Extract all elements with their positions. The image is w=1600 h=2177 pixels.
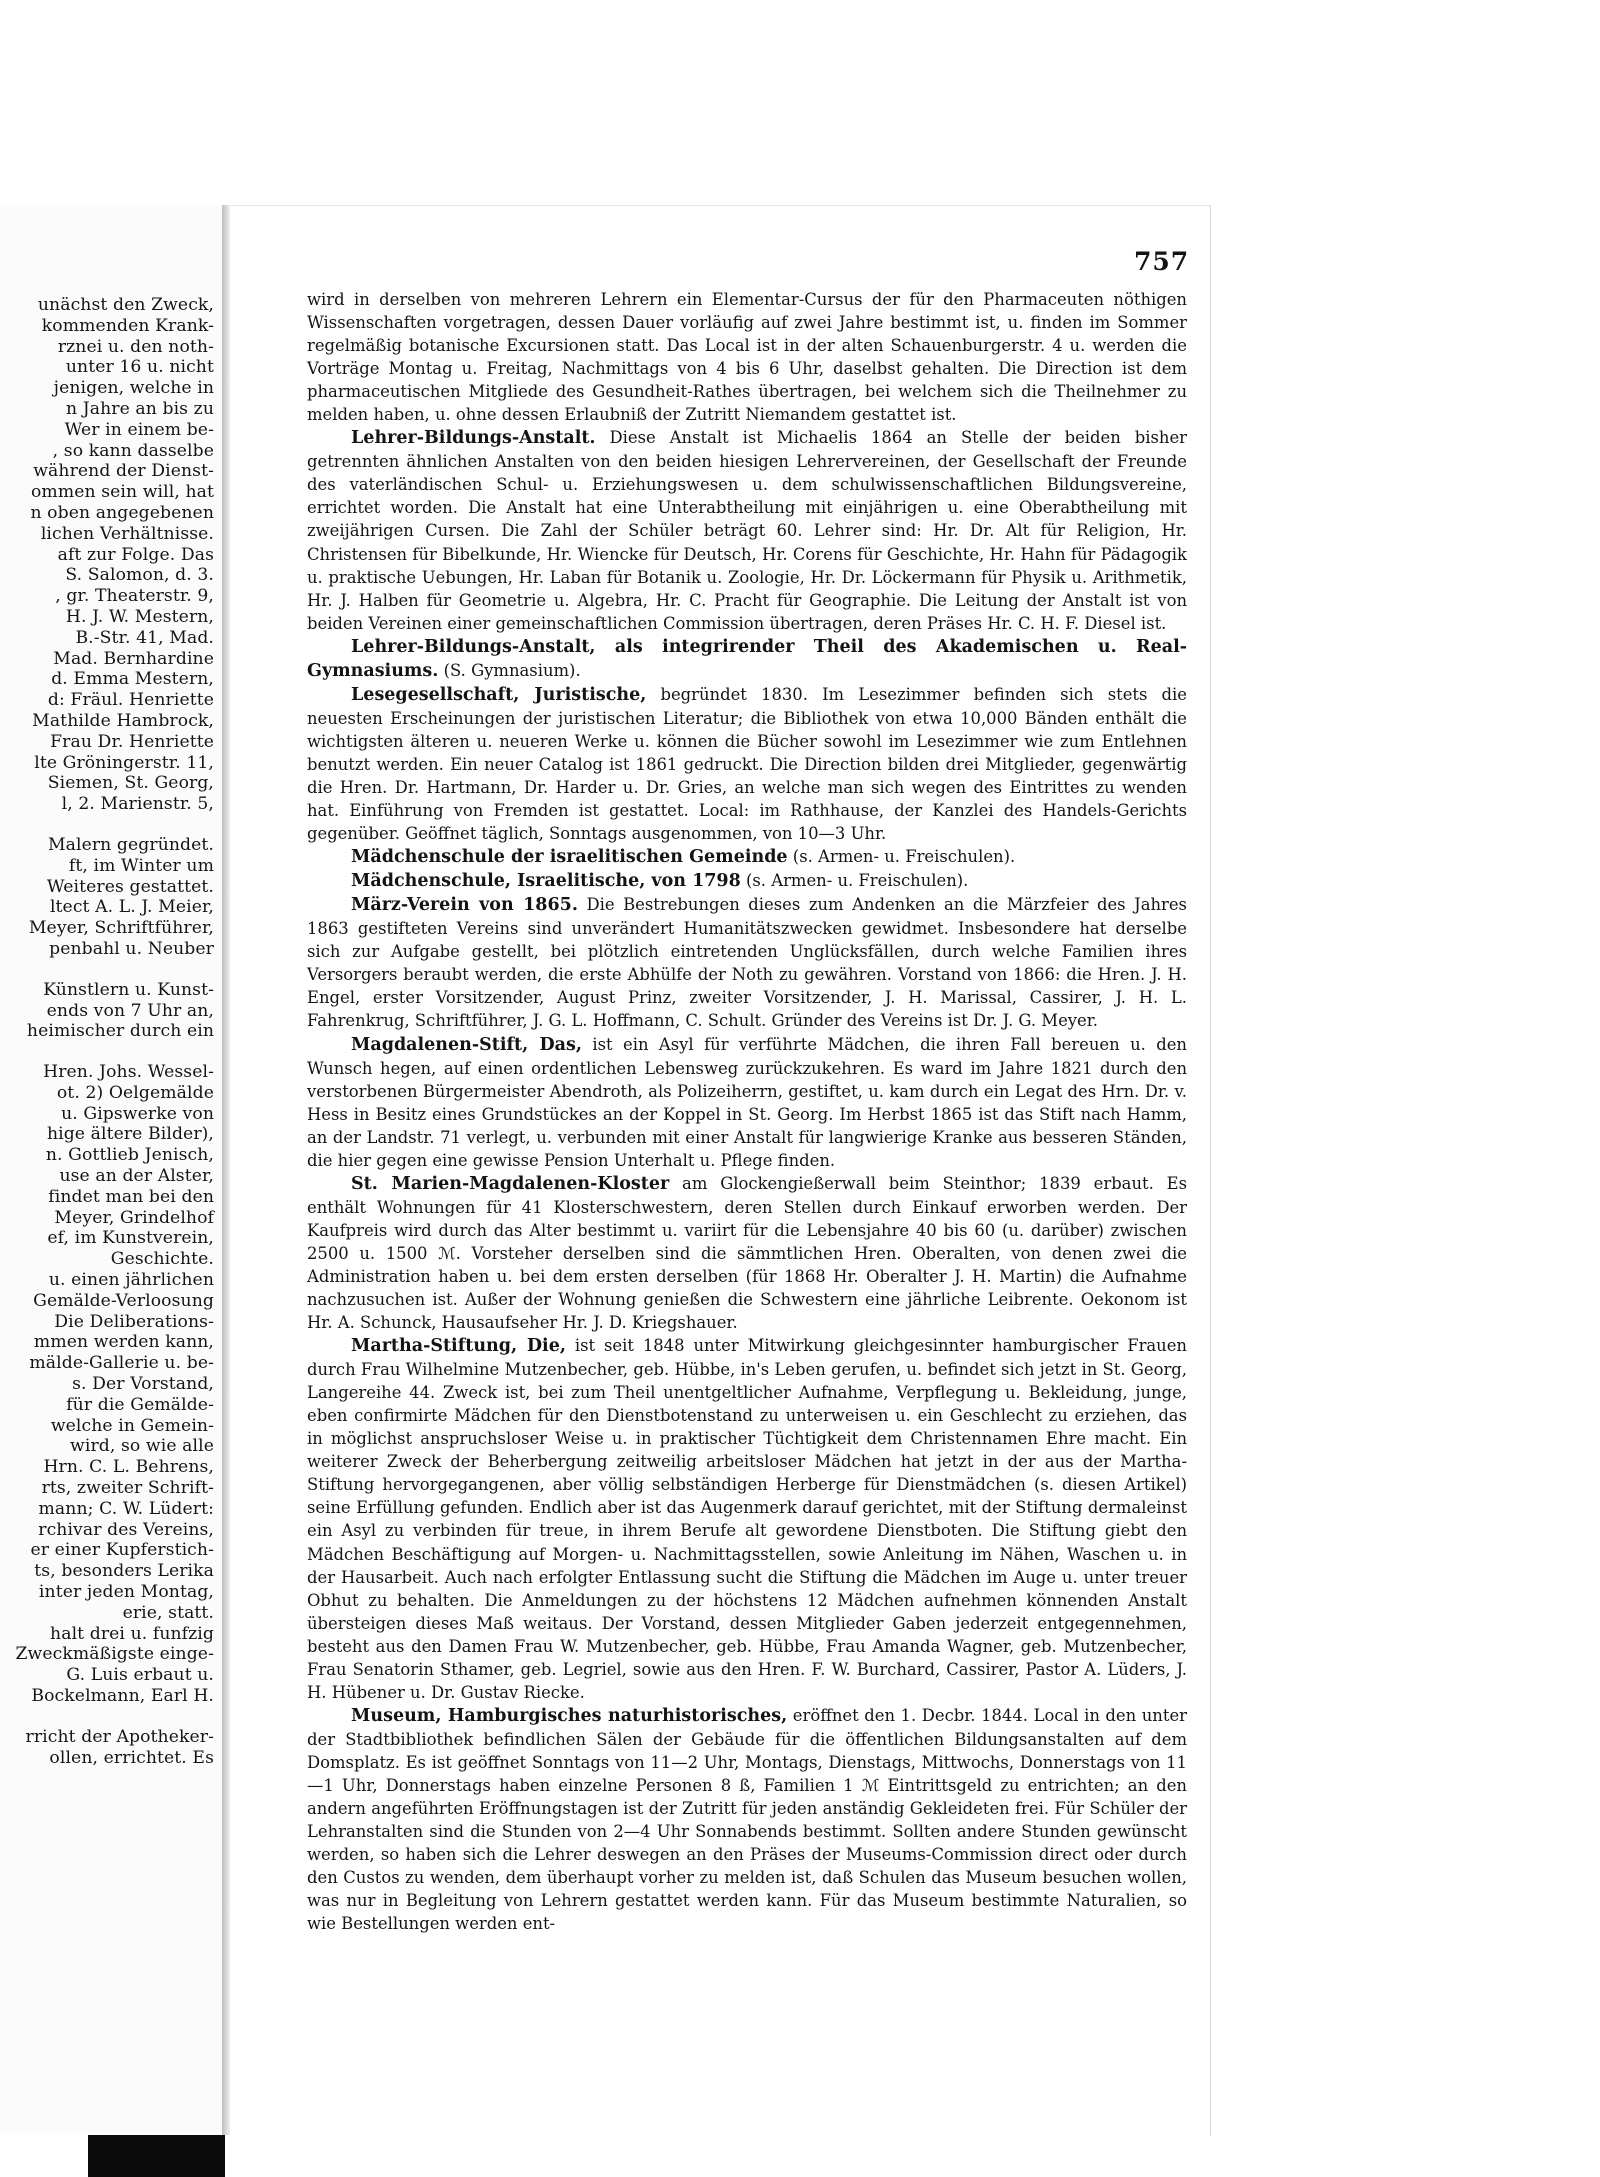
directory-entry	[307, 1334, 1187, 1704]
left-page-line: ot. 2) Oelgemälde	[56, 1082, 214, 1103]
entry-text: ist seit 1848 unter Mitwirkung gleichgesinnter hamburgischer Frauen durch Frau Wilhelmine Mutzenbecher, geb. Hübbe, in's Leben gerufen, u. befindet sich jetzt in St. Georg, Langereihe 44. Zweck ist, bei zum Theil unentgeltlicher Aufnahme, Verpflegung u. Bekleidung, junge, eben confirmirte Mädchen für den Dienstbotenstand zu unterweisen u. ein Geschlecht zu erziehen, das in möglichst anspruchsloser Weise u. in praktischer Tüchtigkeit dem Christennamen Ehre macht. Ein weiterer Zweck der Beherbergung zeitweilig arbeitsloser Mädchen hat jetzt in der aus der Martha-Stiftung hervorgegangenen, aber völlig selbständigen Herberge für Dienstmädchen (s. diesen Artikel) seine Erfüllung gefunden. Endlich aber ist das Augenmerk darauf gerichtet, mit der Stiftung dermaleinst ein Asyl zu verbinden für treue, in ihrem Berufe alt gewordene Dienstboten. Die Stiftung giebt den Mädchen Beschäftigung auf Morgen- u. Nachmittagsstellen, sowie Anleitung im Nähen, Waschen u. in der Hausarbeit. Auch nach erfolgter Entlassung sucht die Stiftung die Mädchen im Auge u. unter treuer Obhut zu behalten. Die Anmeldungen zu der höchstens 12 Mädchen aufnehmen könnenden Anstalt übersteigen dieses Maß weitaus. Der Vorstand, dessen Mitglieder Gaben jederzeit entgegennehmen, besteht aus den Damen Frau W. Mutzenbecher, geb. Hübbe, Frau Amanda Wagner, geb. Mutzenbecher, Frau Senatorin Sthamer, geb. Legriel, sowie aus den Hren. F. W. Burchard, Cassirer, Pastor A. Lüders, J. H. Hübener u. Dr. Gustav Riecke.	[307, 1336, 1187, 1702]
entry-text: wird in derselben von mehreren Lehrern ein Elementar-Cursus der für den Pharmaceuten nöthigen Wissenschaften vorgetragen, dessen Dauer vorläufig auf zwei Jahre bestimmt ist, u. finden im Sommer regelmäßig botanische Excursionen statt. Das Local ist in der alten Schauenburgerstr. 4 u. werden die Vorträge Montag u. Freitag, Nachmittags von 4 bis 6 Uhr, daselbst gehalten. Die Direction ist dem pharmaceutischen Mitgliede des Gesundheit-Rathes übertragen, bei welchem sich die Theilnehmer zu melden haben, u. ohne dessen Erlaubniß der Zutritt Niemandem gestattet ist.	[307, 290, 1187, 425]
entry-text: (s. Armen- u. Freischulen).	[792, 847, 1016, 867]
left-page-line: n Jahre an bis zu	[66, 398, 214, 419]
left-page-line: Frau Dr. Henriette	[50, 731, 214, 752]
left-line-gap	[0, 960, 214, 980]
entry-heading: Museum, Hamburgisches naturhistorisches,	[351, 1705, 788, 1726]
left-page-line: , gr. Theaterstr. 9,	[55, 586, 214, 607]
entry-heading: März-Verein von 1865.	[351, 895, 578, 916]
left-page-line: rznei u. den noth-	[57, 336, 214, 357]
entry-heading: Lehrer-Bildungs-Anstalt, als integrirender Theil des Akademischen u. Real-Gymnasiums.	[307, 636, 1187, 681]
left-page	[0, 205, 224, 2135]
left-page-line: ltect A. L. J. Meier,	[49, 897, 214, 918]
left-page-line: S. Salomon, d. 3.	[65, 565, 214, 586]
entry-heading: St. Marien-Magdalenen-Kloster	[351, 1173, 670, 1194]
left-page-line: use an der Alster,	[59, 1166, 214, 1187]
left-page-line: penbahl u. Neuber	[49, 938, 214, 959]
entry-heading: Magdalenen-Stift, Das,	[351, 1034, 582, 1055]
entry-text: (S. Gymnasium).	[443, 660, 581, 680]
left-page-line: kommenden Krank-	[41, 315, 214, 336]
left-page-line: s. Der Vorstand,	[72, 1374, 214, 1395]
entry-heading: Mädchenschule, Israelitische, von 1798	[351, 871, 741, 892]
directory-entry	[307, 1172, 1187, 1334]
left-page-line: Zweckmäßigste einge-	[15, 1644, 214, 1665]
left-page-line: inter jeden Montag,	[38, 1582, 214, 1603]
entry-text: (s. Armen- u. Freischulen).	[746, 871, 969, 891]
left-page-line: ommen sein will, hat	[30, 482, 214, 503]
left-page-line: Künstlern u. Kunst-	[43, 979, 214, 1000]
left-page-line: d. Emma Mestern,	[51, 669, 214, 690]
directory-entry	[307, 683, 1187, 845]
left-page-line: erie, statt.	[122, 1602, 214, 1623]
left-page-line: findet man bei den	[48, 1186, 214, 1207]
left-page-line: Mathilde Hambrock,	[32, 710, 214, 731]
left-page-line: Hrn. C. L. Behrens,	[43, 1457, 214, 1478]
entry-heading: Martha-Stiftung, Die,	[351, 1336, 566, 1357]
left-page-line: heimischer durch ein	[26, 1021, 214, 1042]
left-page-line: u. Gipswerke von	[61, 1103, 214, 1124]
entry-heading: Lehrer-Bildungs-Anstalt.	[351, 428, 596, 449]
entry-text: Diese Anstalt ist Michaelis 1864 an Stelle der beiden bisher getrennten ähnlichen Anstalten von den beiden hiesigen Lehrervereinen, der Gesellschaft der Freunde des vaterländischen Schul- u. Erziehungswesen u. dem schulwissenschaftlichen Bildungsvereine, errichtet worden. Die Anstalt hat eine Unterabtheilung mit einjährigen u. eine Oberabtheilung mit zweijährigen Cursen. Die Zahl der Schüler beträgt 60. Lehrer sind: Hr. Dr. Alt für Religion, Hr. Christensen für Bibelkunde, Hr. Wiencke für Deutsch, Hr. Corens für Geschichte, Hr. Hahn für Pädagogik u. praktische Uebungen, Hr. Laban für Botanik u. Zoologie, Hr. Dr. Löckermann für Physik u. Arithmetik, Hr. J. Halben für Geometrie u. Algebra, Hr. C. Pracht für Geographie. Die Leitung der Anstalt ist von beiden Vereinen einer gemeinschaftlichen Commission übertragen, deren Präses Hr. C. H. F. Diesel ist.	[307, 428, 1187, 633]
left-page-line: Die Deliberations-	[54, 1311, 214, 1332]
left-page-line: H. J. W. Mestern,	[65, 606, 214, 627]
left-page-line: aft zur Folge. Das	[57, 544, 214, 565]
left-page-line: welche in Gemein-	[50, 1415, 214, 1436]
directory-entry	[307, 869, 1187, 893]
left-page-line: unter 16 u. nicht	[65, 357, 214, 378]
left-page-text	[0, 295, 214, 1768]
left-page-line: wird, so wie alle	[70, 1436, 214, 1457]
left-page-line: n oben angegebenen	[30, 502, 214, 523]
directory-entry	[307, 288, 1187, 426]
left-page-line: jenigen, welche in	[53, 378, 214, 399]
left-page-line: ends von 7 Uhr an,	[46, 1000, 214, 1021]
left-page-line: rts, zweiter Schrift-	[41, 1478, 214, 1499]
left-page-line: Geschichte.	[110, 1249, 214, 1270]
left-page-line: er einer Kupferstich-	[30, 1540, 214, 1561]
left-page-line: Meyer, Schriftführer,	[28, 918, 214, 939]
entry-text: am Glockengießerwall beim Steinthor; 1839 erbaut. Es enthält Wohnungen für 41 Klosterschwestern, deren Stellen durch Einkauf erworben werden. Der Kaufpreis wird durch das Alter bestimmt u. variirt für die Lebensjahre 40 bis 60 (u. darüber) zwischen 2500 u. 1500 ℳ. Vorsteher derselben sind die sämmtlichen Hren. Oberalten, von denen zwei die Administration haben u. bei dem ersten derselben (für 1868 Hr. Oberalter J. H. Martin) die Aufnahme nachzusuchen ist. Außer der Wohnung genießen die Schwestern eine jährliche Leibrente. Oekonom ist Hr. A. Schunck, Hausaufseher Hr. J. D. Kriegshauer.	[307, 1173, 1188, 1333]
left-page-line: l, 2. Marienstr. 5,	[61, 794, 214, 815]
left-page-line: Mad. Bernhardine	[53, 648, 214, 669]
page-number: 757	[1134, 247, 1190, 276]
left-page-line: mann; C. W. Lüdert:	[38, 1498, 214, 1519]
left-page-line: ef, im Kunstverein,	[47, 1228, 214, 1249]
left-page-line: mälde-Gallerie u. be-	[29, 1353, 214, 1374]
left-page-line: Malern gegründet.	[47, 834, 214, 855]
left-page-line: halt drei u. funfzig	[50, 1623, 214, 1644]
left-page-line: rricht der Apotheker-	[25, 1726, 214, 1747]
book-gutter	[222, 205, 230, 2135]
left-page-line: Siemen, St. Georg,	[47, 773, 214, 794]
entry-text: begründet 1830. Im Lesezimmer befinden sich stets die neuesten Erscheinungen der juristischen Literatur; die Bibliothek von etwa 10,000 Bänden enthält die wichtigsten älteren u. neueren Werke u. können die Bücher sowohl im Lesezimmer wie zum Entlehnen benutzt werden. Ein neuer Catalog ist 1861 gedruckt. Die Direction bilden drei Mitglieder, gegenwärtig die Hren. Dr. Hartmann, Dr. Harder u. Dr. Gries, an welche man sich wegen des Eintrittes zu wenden hat. Einführung von Fremden ist gestattet. Local: im Rathhause, der Kanzlei des Handels-Gerichts gegenüber. Geöffnet täglich, Sonntags ausgenommen, von 10—3 Uhr.	[307, 684, 1187, 844]
left-page-line: Weiteres gestattet.	[46, 876, 214, 897]
left-page-line: Hren. Johs. Wessel-	[43, 1062, 214, 1083]
left-line-gap	[0, 1042, 214, 1062]
left-page-line: für die Gemälde-	[66, 1394, 214, 1415]
left-page-line: ft, im Winter um	[68, 855, 214, 876]
left-page-line: Meyer, Grindelhof	[54, 1207, 214, 1228]
entry-heading: Lesegesellschaft, Juristische,	[351, 684, 647, 705]
left-line-gap	[0, 1707, 214, 1727]
left-page-line: Bockelmann, Earl H.	[31, 1686, 214, 1706]
left-page-line: lichen Verhältnisse.	[40, 523, 214, 544]
left-page-line: Gemälde-Verloosung	[33, 1290, 214, 1311]
left-page-line: mmen werden kann,	[33, 1332, 214, 1353]
left-page-line: , so kann dasselbe	[52, 440, 214, 461]
entry-heading: Mädchenschule der israelitischen Gemeinde	[351, 847, 788, 868]
directory-entry	[307, 1033, 1187, 1172]
left-page-line: B.-Str. 41, Mad.	[75, 627, 214, 648]
directory-entry	[307, 426, 1187, 634]
directory-entry	[307, 1704, 1187, 1935]
left-page-line: u. einen jährlichen	[48, 1270, 214, 1291]
left-line-gap	[0, 815, 214, 835]
left-page-line: Wer in einem be-	[64, 419, 214, 440]
entry-text: ist ein Asyl für verführte Mädchen, die ihren Fall bereuen u. den Wunsch hegen, auf einen ordentlichen Lebensweg zurückzukehren. Es ward im Jahre 1821 durch den verstorbenen Bürgermeister Abendroth, als Polizeiherrn, gestiftet, u. kam durch ein Legat des Hrn. Dr. v. Hess in Besitz eines Grundstückes an der Koppel in St. Georg. Im Herbst 1865 ist das Stift nach Hamm, an der Landstr. 71 verlegt, u. verbunden mit einer Anstalt für langwierige Kranke aus besseren Ständen, die hier gegen eine gewisse Pension Unterhalt u. Pflege finden.	[307, 1034, 1187, 1170]
entry-text: Die Bestrebungen dieses zum Andenken an die Märzfeier des Jahres 1863 gestifteten Vereins sind unverändert Humanitätszwecken gewidmet. Insbesondere hat derselbe sich zur Aufgabe gestellt, bei plötzlich eintretenden Unglücksfällen, durch welche Familien ihres Versorgers beraubt werden, die erste Abhülfe der Noth zu gewähren. Vorstand von 1866: die Hren. J. H. Engel, erster Vorsitzender, August Prinz, zweiter Vorsitzender, J. H. Marissal, Cassirer, J. H. L. Fahrenkrug, Schriftführer, J. G. L. Hoffmann, C. Schult. Gründer des Vereins ist Dr. J. G. Meyer.	[307, 895, 1187, 1031]
left-page-line: unächst den Zweck,	[37, 295, 214, 315]
left-page-line: d: Fräul. Henriette	[47, 690, 214, 711]
left-page-line: G. Luis erbaut u.	[66, 1665, 214, 1686]
left-page-line: lte Gröningerstr. 11,	[34, 752, 214, 773]
directory-entry	[307, 893, 1187, 1032]
directory-entry	[307, 635, 1187, 683]
directory-entry	[307, 845, 1187, 869]
article-text-column	[307, 288, 1187, 1935]
left-page-line: rchivar des Vereins,	[38, 1519, 214, 1540]
left-page-line: n. Gottlieb Jenisch,	[45, 1145, 214, 1166]
left-page-line: ollen, errichtet. Es	[49, 1747, 214, 1768]
entry-text: eröffnet den 1. Decbr. 1844. Local in den unter der Stadtbibliothek befindlichen Sälen der Gebäude für die öffentlichen Bildungsanstalten auf dem Domsplatz. Es ist geöffnet Sonntags von 11—2 Uhr, Montags, Dienstags, Mittwochs, Donnerstags von 11—1 Uhr, Donnerstags haben einzelne Personen 8 ß, Familien 1 ℳ Eintrittsgeld zu entrichten; an den andern angeführten Eröffnungstagen ist der Zutritt für jeden anständig Gekleideten frei. Für Schüler der Lehranstalten sind die Stunden von 2—4 Uhr Sonnabends bestimmt. Sollten andere Stunden gewünscht werden, so haben sich die Lehrer deswegen an den Präses der Museums-Commission direct oder durch den Custos zu wenden, dem überhaupt vorher zu melden ist, daß Schulen das Museum besuchen wollen, was nur in Begleitung von Lehrern gestattet werden kann. Für das Museum bestimmte Naturalien, so wie Bestellungen werden ent-	[307, 1705, 1187, 1934]
left-page-line: während der Dienst-	[33, 461, 214, 482]
left-page-line: ts, besonders Lerika	[34, 1561, 214, 1582]
left-page-line: hige ältere Bilder),	[46, 1124, 214, 1145]
